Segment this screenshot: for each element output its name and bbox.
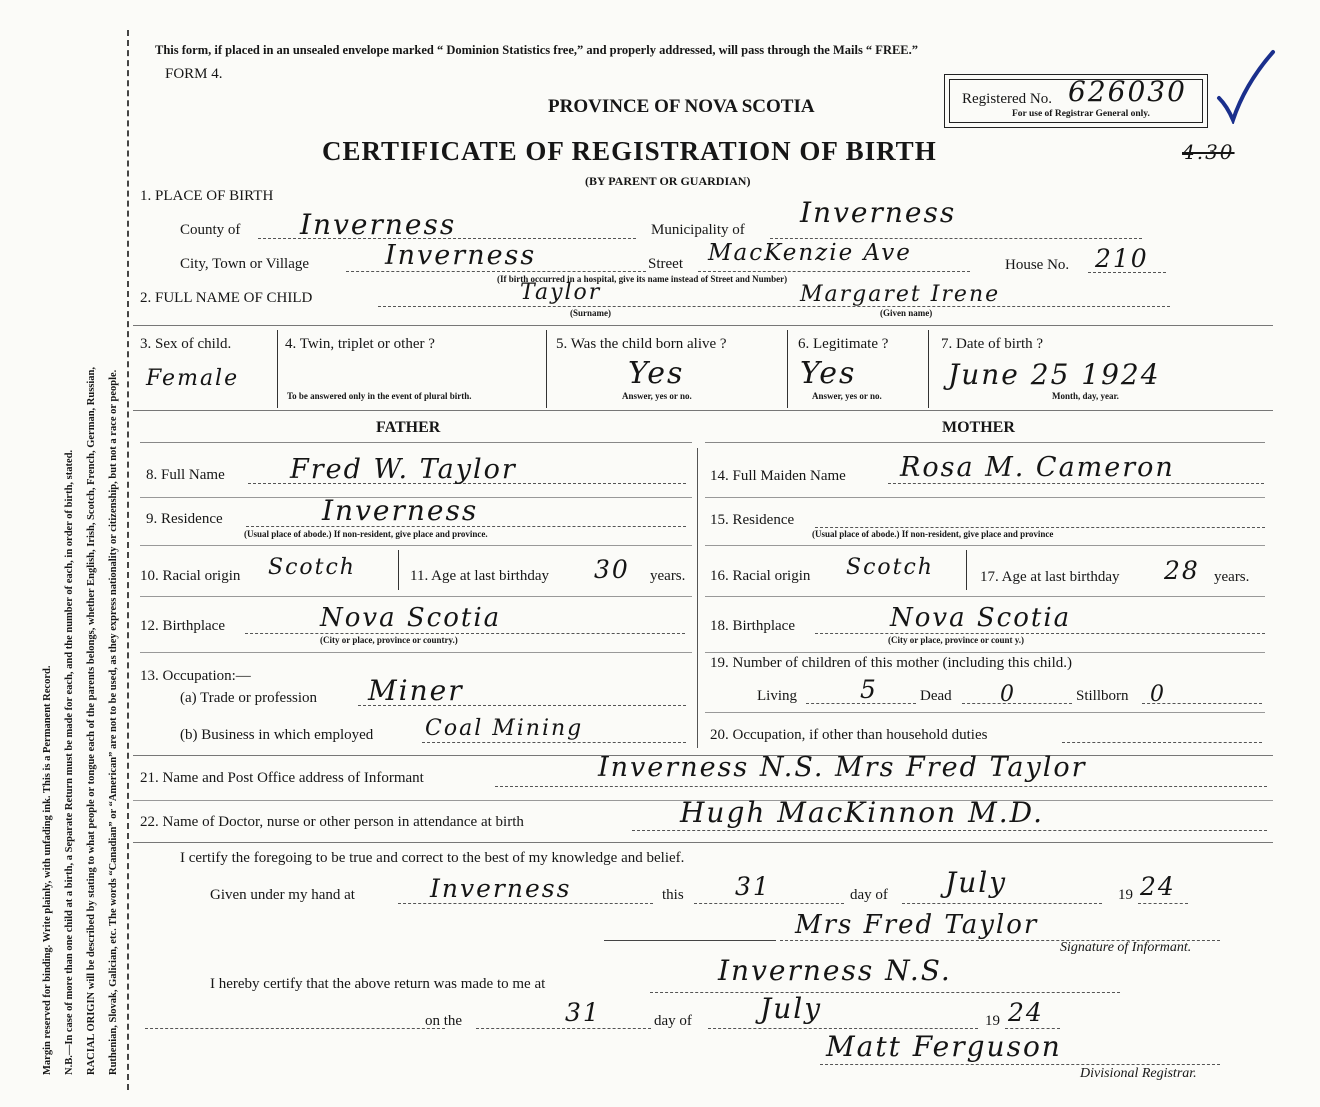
stillborn-value: 0 [1150, 682, 1166, 707]
binding-line [127, 30, 129, 1090]
county-label: County of [180, 222, 241, 238]
registered-label: Registered No. [962, 91, 1052, 107]
born-alive-label: 5. Was the child born alive ? [556, 336, 727, 352]
corner-mark: 4.30 [1182, 140, 1235, 164]
living-value: 5 [860, 675, 878, 704]
father-age-value: 30 [594, 555, 630, 584]
certify-text: I certify the foregoing to be true and correct to the best of my knowledge and belief. [180, 850, 685, 866]
informant-value: Inverness N.S. Mrs Fred Taylor [598, 752, 1087, 783]
informant-signature: Mrs Fred Taylor [795, 910, 1039, 940]
city-label: City, Town or Village [180, 256, 310, 272]
sex-value: Female [146, 366, 240, 391]
living-label: Living [757, 688, 797, 704]
father-age-unit: years. [650, 568, 686, 584]
street-label: Street [648, 256, 683, 272]
informant-label: 21. Name and Post Office address of Informant [140, 770, 424, 786]
registrar-month-value: July [760, 992, 823, 1025]
given-name-caption: (Given name) [880, 308, 933, 318]
twin-label: 4. Twin, triplet or other ? [285, 336, 435, 352]
mother-occupation-label: 20. Occupation, if other than household duties [710, 727, 988, 743]
city-value: Inverness [385, 240, 537, 271]
mother-residence-note: (Usual place of abode.) If non-resident, give place and province [812, 529, 1054, 539]
father-birthplace-label: 12. Birthplace [140, 618, 225, 634]
mother-heading: MOTHER [942, 419, 1015, 436]
father-birthplace-note: (City or place, province or country.) [320, 635, 458, 645]
date-of-birth-note: Month, day, year. [1052, 391, 1119, 401]
father-residence-note: (Usual place of abode.) If non-resident, give place and province. [244, 529, 488, 539]
municipality-value: Inverness [800, 196, 957, 229]
mother-racial-origin-value: Scotch [846, 555, 934, 580]
form-number: FORM 4. [165, 66, 223, 82]
registrar-caption: Divisional Registrar. [1080, 1066, 1197, 1081]
father-trade-label: (a) Trade or profession [180, 690, 318, 706]
mother-age-value: 28 [1164, 556, 1200, 585]
province-heading: PROVINCE OF NOVA SCOTIA [548, 96, 815, 117]
certificate-title: CERTIFICATE OF REGISTRATION OF BIRTH [322, 136, 937, 166]
doctor-label: 22. Name of Doctor, nurse or other person in attendance at birth [140, 814, 524, 830]
father-name-value: Fred W. Taylor [290, 454, 517, 485]
given-year-prefix: 19 [1118, 887, 1133, 903]
father-heading: FATHER [376, 419, 441, 436]
this-label: this [662, 887, 684, 903]
registered-number: 626030 [1068, 75, 1187, 108]
dead-label: Dead [920, 688, 952, 704]
signature-caption: Signature of Informant. [1060, 940, 1192, 955]
margin-note-plural-birth: N.B.—In case of more than one child at a birth, a Separate Return must be made for each, and the number of each, in order of birth, stated. [64, 449, 75, 1075]
mother-name-value: Rosa M. Cameron [900, 452, 1175, 483]
doctor-value: Hugh MacKinnon M.D. [680, 796, 1045, 829]
mother-birthplace-note: (City or place, province or count y.) [888, 635, 1024, 645]
mother-age-label: 17. Age at last birthday [980, 569, 1120, 585]
father-birthplace-value: Nova Scotia [320, 603, 502, 633]
registrar-year-prefix: 19 [985, 1013, 1000, 1029]
stillborn-label: Stillborn [1076, 688, 1129, 704]
dead-value: 0 [1000, 682, 1016, 707]
registrar-text: I hereby certify that the above return was made to me at [210, 976, 546, 992]
born-alive-value: Yes [628, 356, 685, 391]
mother-age-unit: years. [1214, 569, 1250, 585]
column-divider [697, 448, 698, 748]
registrar-signature: Matt Ferguson [826, 1030, 1062, 1063]
child-surname: Taylor [520, 280, 602, 305]
day-of-label: day of [850, 887, 888, 903]
place-of-birth-label: 1. PLACE OF BIRTH [140, 188, 274, 204]
county-value: Inverness [300, 208, 457, 241]
legitimate-label: 6. Legitimate ? [798, 336, 889, 352]
born-alive-note: Answer, yes or no. [622, 391, 692, 401]
father-racial-origin-label: 10. Racial origin [140, 568, 241, 584]
given-day-value: 31 [735, 872, 771, 901]
surname-caption: (Surname) [570, 308, 611, 318]
father-trade-value: Miner [368, 674, 464, 707]
father-business-label: (b) Business in which employed [180, 727, 374, 743]
father-residence-label: 9. Residence [146, 511, 223, 527]
legitimate-note: Answer, yes or no. [812, 391, 882, 401]
mail-notice: This form, if placed in an unsealed envelope marked “ Dominion Statistics free,” and properly addressed, will pass through the Mails “ FREE.” [155, 43, 919, 57]
mother-racial-origin-label: 16. Racial origin [710, 568, 811, 584]
registrar-year-value: 24 [1008, 998, 1044, 1027]
margin-note-racial-origin: RACIAL ORIGIN will be described by stating to what people or tongue each of the parents belongs, whether English, Irish, Scotch, French, German, Russian, [86, 366, 97, 1075]
twin-note: To be answered only in the event of plural birth. [287, 391, 472, 401]
margin-note-racial-origin-cont: Ruthenian, Slovak, Galician, etc. The words “Canadian” or “American” are not to be used, as they express nationality or citizenship, but not a race or people. [108, 369, 119, 1075]
date-of-birth-label: 7. Date of birth ? [941, 336, 1044, 352]
house-number-value: 210 [1095, 244, 1149, 273]
given-under-label: Given under my hand at [210, 887, 355, 903]
mother-residence-label: 15. Residence [710, 512, 795, 528]
father-business-value: Coal Mining [425, 716, 584, 741]
given-place-value: Inverness [430, 874, 572, 903]
given-year-value: 24 [1140, 872, 1176, 901]
checkmark-icon [1215, 48, 1277, 124]
father-residence-value: Inverness [322, 494, 479, 527]
mother-birthplace-value: Nova Scotia [890, 603, 1072, 633]
registrar-general-note: For use of Registrar General only. [1012, 109, 1150, 119]
municipality-label: Municipality of [651, 222, 745, 238]
sex-label: 3. Sex of child. [140, 336, 232, 352]
date-of-birth-value: June 25 1924 [948, 358, 1161, 391]
father-occupation-label: 13. Occupation:— [140, 668, 251, 684]
street-value: MacKenzie Ave [708, 240, 912, 266]
mother-children-label: 19. Number of children of this mother (including this child.) [710, 655, 1073, 671]
father-racial-origin-value: Scotch [268, 555, 356, 580]
father-age-label: 11. Age at last birthday [410, 568, 549, 584]
legitimate-value: Yes [800, 356, 857, 391]
mother-name-label: 14. Full Maiden Name [710, 468, 846, 484]
given-month-value: July [945, 866, 1008, 899]
child-given-name: Margaret Irene [800, 282, 1001, 307]
mother-birthplace-label: 18. Birthplace [710, 618, 795, 634]
registrar-place-value: Inverness N.S. [718, 954, 952, 987]
margin-note-binding: Margin reserved for binding. Write plainly, with unfading ink. This is a Permanent Record. [42, 665, 53, 1075]
registrar-day-of-label: day of [654, 1013, 692, 1029]
on-the-label: on the [425, 1013, 463, 1029]
child-name-label: 2. FULL NAME OF CHILD [140, 290, 313, 306]
father-name-label: 8. Full Name [146, 467, 225, 483]
house-number-label: House No. [1005, 257, 1070, 273]
hospital-note: (If birth occurred in a hospital, give its name instead of Street and Number) [497, 274, 788, 284]
certificate-subtitle: (BY PARENT OR GUARDIAN) [585, 174, 751, 188]
registrar-day-value: 31 [565, 998, 601, 1027]
